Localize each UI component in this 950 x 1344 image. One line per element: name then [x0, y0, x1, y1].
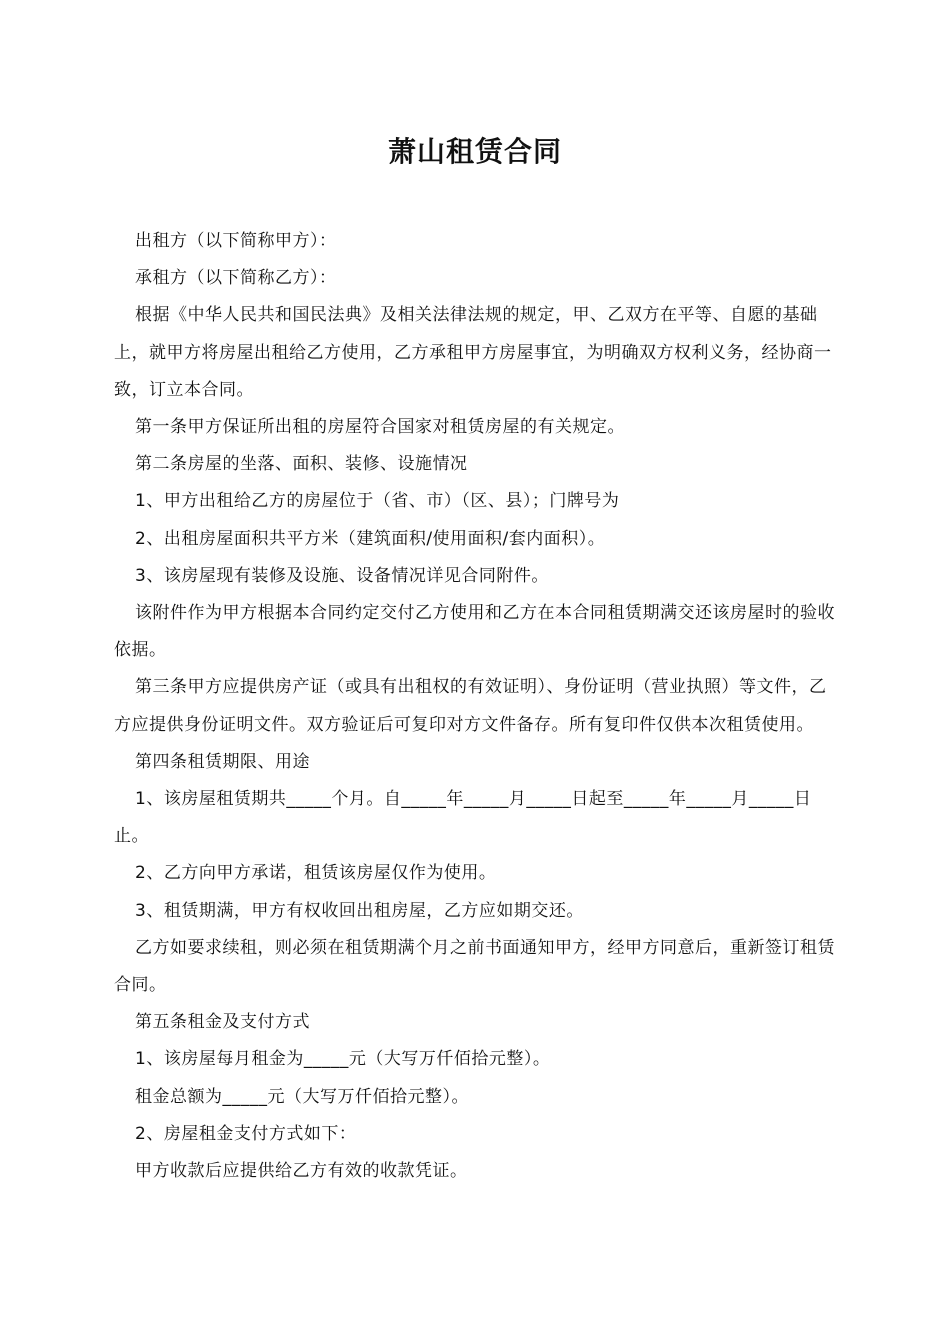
paragraph-article-2: 第二条房屋的坐落、面积、装修、设施情况 — [135, 454, 468, 475]
paragraph-renewal: 乙方如要求续租，则必须在租赁期满个月之前书面通知甲方，经甲方同意后，重新签订租赁合同。 — [114, 937, 835, 996]
paragraph-article-4: 第四条租赁期限、用途 — [135, 751, 310, 772]
paragraph-article-2-item-1: 1、甲方出租给乙方的房屋位于（省、市）（区、县）；门牌号为 — [135, 491, 620, 512]
paragraph-article-5-item-1: 1、该房屋每月租金为_____元（大写万仟佰拾元整）。 — [135, 1049, 551, 1070]
paragraph-article-5: 第五条租金及支付方式 — [135, 1012, 310, 1033]
paragraph-article-2-item-2: 2、出租房屋面积共平方米（建筑面积/使用面积/套内面积）。 — [135, 528, 606, 549]
paragraph-article-4-item-2: 2、乙方向甲方承诺，租赁该房屋仅作为使用。 — [135, 863, 497, 884]
document-body — [114, 223, 836, 1190]
paragraph-preamble: 根据《中华人民共和国民法典》及相关法律法规的规定，甲、乙双方在平等、自愿的基础上，就甲方将房屋出租给乙方使用，乙方承租甲方房屋事宜，为明确双方权利义务，经协商一致，订立本合同。 — [114, 305, 832, 400]
paragraph-article-1: 第一条甲方保证所出租的房屋符合国家对租赁房屋的有关规定。 — [135, 417, 625, 438]
paragraph-article-5-item-2: 2、房屋租金支付方式如下： — [135, 1123, 357, 1144]
paragraph-lessor: 出租方（以下简称甲方）： — [135, 231, 337, 251]
paragraph-lessee: 承租方（以下简称乙方）： — [135, 268, 337, 289]
paragraph-article-2-item-3: 3、该房屋现有装修及设施、设备情况详见合同附件。 — [135, 565, 549, 586]
document-title: 萧山租赁合同 — [387, 135, 562, 168]
paragraph-article-4-item-1: 1、该房屋租赁期共_____个月。自_____年_____月_____日起至_____年_____月_____日止。 — [114, 789, 812, 847]
paragraph-article-3: 第三条甲方应提供房产证（或具有出租权的有效证明）、身份证明（营业执照）等文件，乙方应提供身份证明文件。双方验证后可复印对方文件备存。所有复印件仅供本次租赁使用。 — [114, 677, 827, 735]
paragraph-article-4-item-3: 3、租赁期满，甲方有权收回出租房屋，乙方应如期交还。 — [135, 900, 584, 921]
paragraph-total-rent: 租金总额为_____元（大写万仟佰拾元整）。 — [135, 1086, 469, 1107]
paragraph-receipt: 甲方收款后应提供给乙方有效的收款凭证。 — [135, 1161, 468, 1182]
paragraph-annex-note: 该附件作为甲方根据本合同约定交付乙方使用和乙方在本合同租赁期满交还该房屋时的验收依据。 — [114, 603, 835, 661]
